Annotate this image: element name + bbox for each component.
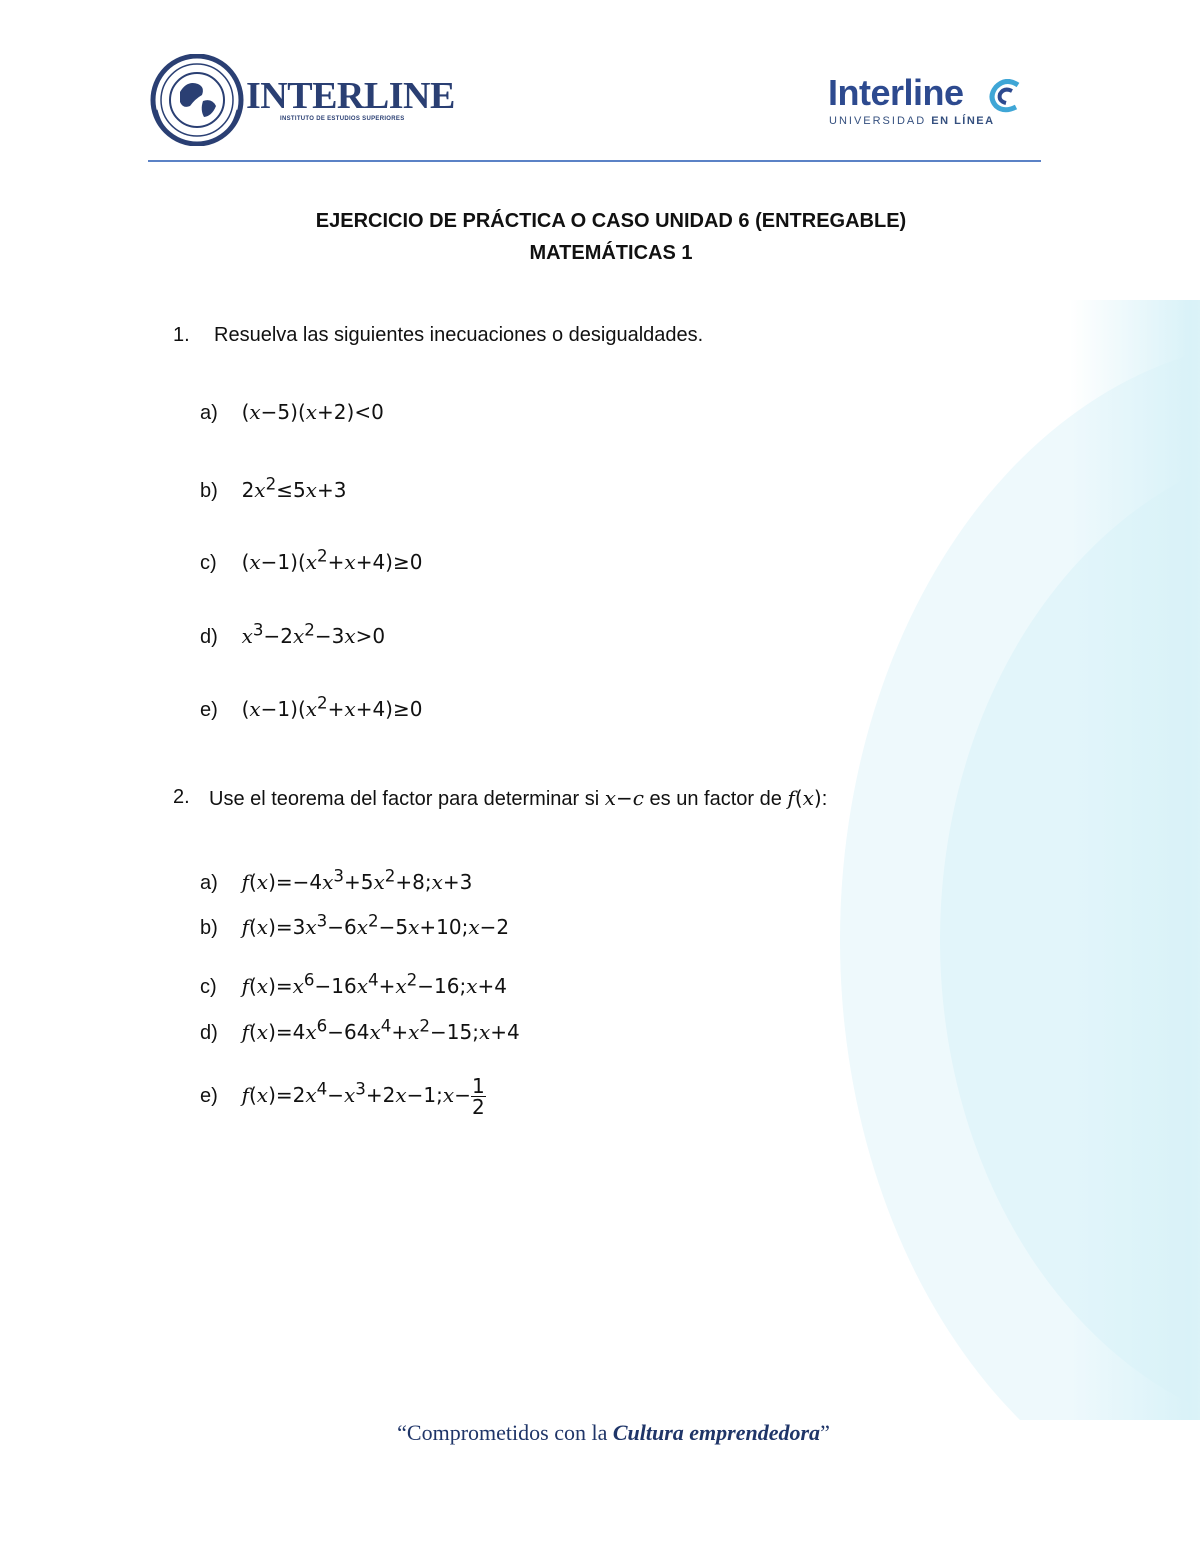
section-2-statement: Use el teorema del factor para determinar si x−c es un factor de f(x): — [209, 786, 828, 810]
exercise-1a: a) (x−5)(x+2)<0 — [200, 400, 384, 424]
exercise-1b: b) $2x^2\le 5x+3$ — [200, 474, 347, 502]
exercise-2b: b) $f(x)=3x^3-6x^2-5x+10;x-2$ — [200, 911, 510, 939]
page-header — [148, 50, 1043, 162]
background-watermark — [770, 300, 1200, 1420]
function-2a: $f(x)=-4x^3+5x^2+8;x+3$ — [241, 866, 473, 894]
exercise-2c: c) $f(x)=x^6-16x^4+x^2-16;x+4$ — [200, 970, 507, 998]
exercise-1e: e) $(x-1)(x^2+x+4)\ge 0$ — [200, 693, 423, 721]
function-2c: $f(x)=x^6-16x^4+x^2-16;x+4$ — [241, 970, 507, 998]
section-2-number: 2. — [173, 786, 190, 808]
exercise-1c: c) $(x-1)(x^2+x+4)\ge 0$ — [200, 546, 423, 574]
inequality-1a: (x−5)(x+2)<0 — [241, 400, 384, 424]
header-divider — [148, 160, 1041, 162]
exercise-2a: a) $f(x)=-4x^3+5x^2+8;x+3$ — [200, 866, 473, 894]
function-2b: $f(x)=3x^3-6x^2-5x+10;x-2$ — [241, 911, 510, 939]
document-title — [0, 205, 1200, 269]
inequality-1d: $x^3-2x^2-3x>0$ — [241, 620, 386, 648]
function-2e: $f(x)=2x^4-x^3+2x-1;x-$ $\frac{1}{2}$ — [241, 1074, 485, 1119]
exercise-1d: d) $x^3-2x^2-3x>0$ — [200, 620, 386, 648]
title-line-2: MATEMÁTICAS 1 — [529, 242, 693, 264]
institute-brand-name: INTERLINE — [246, 75, 455, 117]
university-brand-name: Interline — [828, 72, 964, 113]
footer-slogan: “Comprometidos con la Cultura emprendedora” — [397, 1420, 830, 1445]
exercise-2e: e) $f(x)=2x^4-x^3+2x-1;x-$ $\frac{1}{2}$ — [200, 1074, 485, 1119]
function-2d: $f(x)=4x^6-64x^4+x^2-15;x+4$ — [241, 1016, 520, 1044]
inequality-1e: $(x-1)(x^2+x+4)\ge 0$ — [241, 693, 423, 721]
institute-subtitle: INSTITUTO DE ESTUDIOS SUPERIORES — [280, 116, 405, 122]
section-1-number: 1. — [173, 324, 190, 346]
inequality-1c: $(x-1)(x^2+x+4)\ge 0$ — [241, 546, 423, 574]
exercise-2d: d) $f(x)=4x^6-64x^4+x^2-15;x+4$ — [200, 1016, 520, 1044]
title-line-1: EJERCICIO DE PRÁCTICA O CASO UNIDAD 6 (ENTREGABLE) — [315, 210, 907, 232]
university-swirl-logo — [988, 79, 1024, 113]
inequality-1b: $2x^2\le 5x+3$ — [241, 474, 347, 502]
institute-seal-logo — [150, 54, 245, 146]
university-subtitle: UNIVERSIDAD EN LÍNEA — [829, 115, 995, 127]
section-1-statement: Resuelva las siguientes inecuaciones o desigualdades. — [214, 324, 704, 346]
